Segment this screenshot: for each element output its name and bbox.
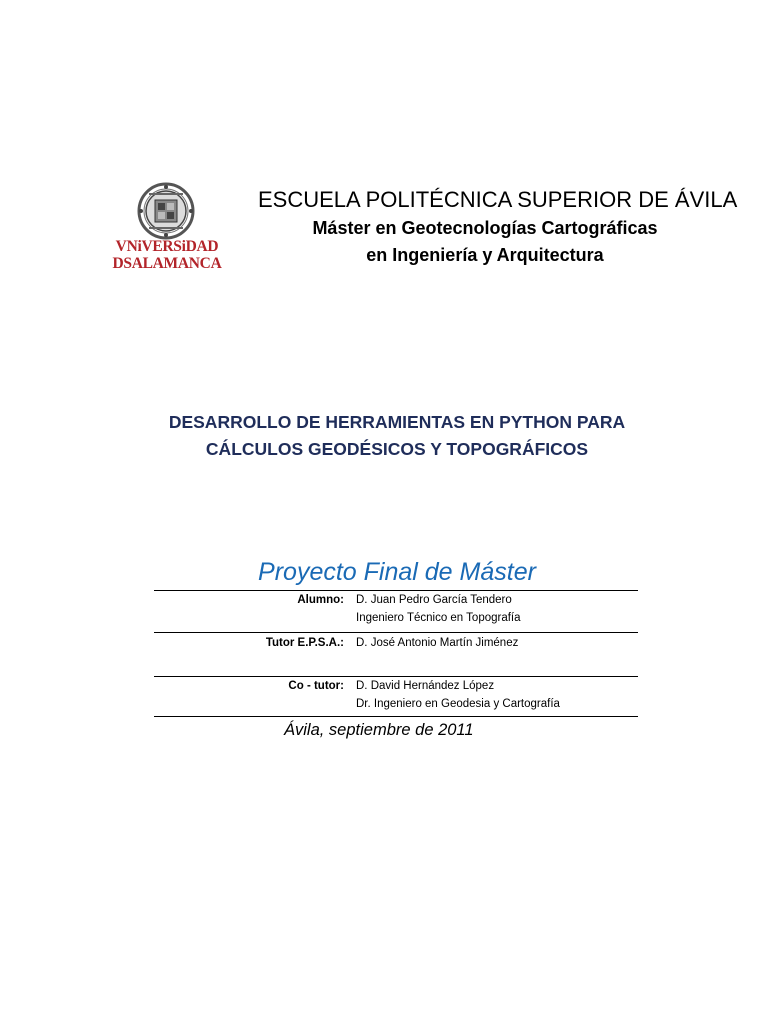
university-logo [108, 182, 226, 272]
school-name: ESCUELA POLITÉCNICA SUPERIOR DE ÁVILA [258, 187, 738, 212]
table-rule [154, 716, 638, 717]
thesis-title-line1: DESARROLLO DE HERRAMIENTAS EN PYTHON PARA [168, 412, 626, 432]
university-seal-icon [135, 182, 197, 240]
student-name: D. Juan Pedro García Tendero [356, 594, 512, 606]
table-rule [154, 632, 638, 633]
table-rule [154, 676, 638, 677]
student-degree: Ingeniero Técnico en Topografía [356, 612, 521, 624]
logo-text-line1: VNiVERSiDAD [115, 238, 219, 255]
thesis-title-line2: CÁLCULOS GEODÉSICOS Y TOPOGRÁFICOS [205, 439, 589, 459]
project-type-heading: Proyecto Final de Máster [258, 558, 536, 586]
table-rule [154, 590, 638, 591]
logo-text-line2: DSALAMANCA [112, 255, 222, 272]
tutor-label: Tutor E.P.S.A.: [265, 637, 344, 649]
cotutor-degree: Dr. Ingeniero en Geodesia y Cartografía [356, 698, 560, 710]
cotutor-label: Co - tutor: [288, 680, 344, 692]
student-label: Alumno: [297, 594, 344, 606]
master-name-line1: Máster en Geotecnologías Cartográficas [312, 218, 658, 238]
cotutor-name: D. David Hernández López [356, 680, 495, 692]
master-name-line2: en Ingeniería y Arquitectura [366, 245, 604, 265]
tutor-name: D. José Antonio Martín Jiménez [356, 637, 519, 649]
place-and-date: Ávila, septiembre de 2011 [284, 721, 474, 739]
